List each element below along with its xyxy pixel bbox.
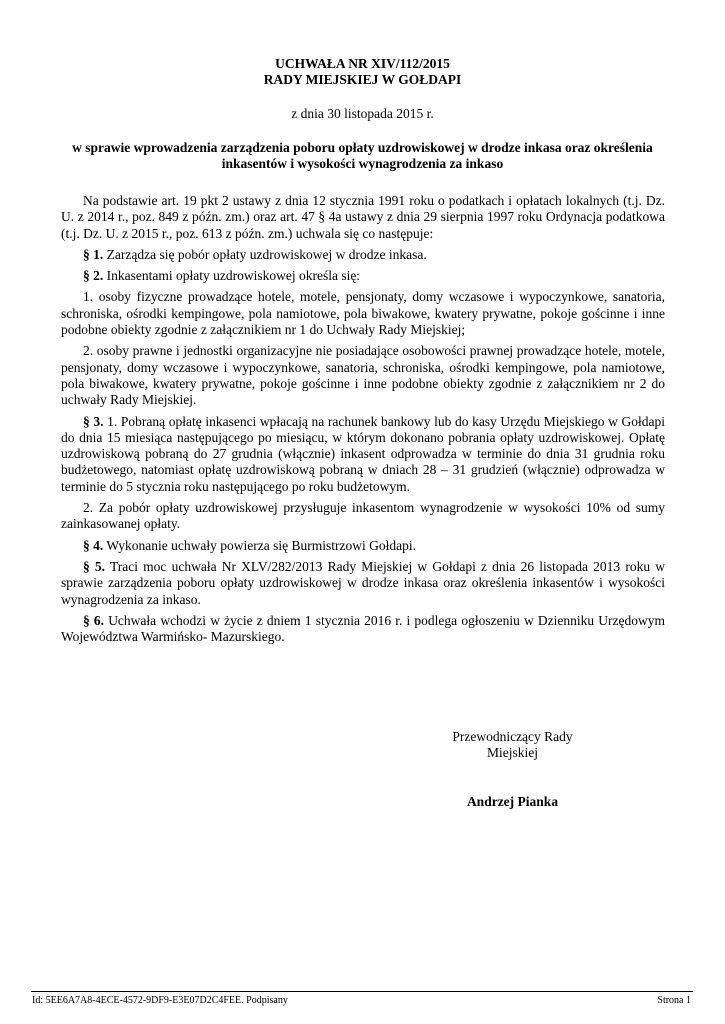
section-text: Uchwała wchodzi w życie z dniem 1 stycznia 2016 r. i podlega ogłoszeniu w Dzienniku Urzędowym Województwa Warmińsko- Mazurskiego. [61,612,665,645]
subject-line-2: inkasentów i wysokości wynagrodzenia za inkaso [221,156,504,171]
preamble: Na podstawie art. 19 pkt 2 ustawy z dnia 12 stycznia 1991 roku o podatkach i opłatach lokalnych (t.j. Dz. U. z 2014 r., poz. 849 z późn. zm.) oraz art. 47 § 4a ustawy z dnia 29 sierpnia 1997 roku Ordynacja podatkowa (t.j. Dz. U. z 2015 r., poz. 613 z późn. zm.) uchwala się co następuje: [61,193,665,241]
section-mark: § 3. [83,413,104,429]
section-mark: § 2. [83,268,104,284]
section-text: Traci moc uchwała Nr XLV/282/2013 Rady Miejskiej w Gołdapi z dnia 26 listopada 2013 roku w sprawie zarządzenia poboru opłaty uzdrowiskowej w drodze inkasa oraz określenia inkasentów i wysokości wynagrodzenia za inkaso. [61,558,666,607]
section-3-item-2: 2. Za pobór opłaty uzdrowiskowej przysługuje inkasentom wynagrodzenie w wysokości 10% od sumy zainkasowanej opłaty. [61,500,665,532]
council-name: RADY MIEJSKIEJ W GOŁDAPI [263,72,462,87]
section-5 [61,559,665,608]
resolution-number: UCHWAŁA NR XIV/112/2015 [275,56,450,71]
page-number: Strona 1 [657,995,691,1006]
section-text: 1. Pobraną opłatę inkasenci wpłacają na rachunek bankowy lub do kasy Urzędu Miejskiego w Gołdapi do dnia 15 miesiąca następującego po miesiącu, w którym dokonano pobrania opłaty uzdrowiskowej. Opłatę uzdrowiskową pobraną do 27 grudnia (włącznie) inkasent odprowadza w terminie do dnia 31 grudnia roku budżetowego, natomiast opłatę uzdrowiskową pobraną w dniach 28 – 31 grudzień (włącznie) odprowadza w terminie do 5 stycznia roku następującego po roku budżetowym. [61,413,665,494]
section-text: Inkasentami opłaty uzdrowiskowej określa się: [103,268,361,284]
signer-role-line-2: Miejskiej [487,745,538,760]
section-mark: § 5. [83,558,106,574]
section-4 [61,538,665,554]
section-mark: § 6. [83,612,105,628]
section-1 [61,247,665,263]
footer-divider [31,991,693,992]
signer-role-line-1: Przewodniczący Rady [452,729,573,744]
resolution-body [61,193,665,650]
section-text: Zarządza się pobór opłaty uzdrowiskowej w drodze inkasa. [103,246,427,262]
section-3 [61,414,665,495]
section-mark: § 4. [83,537,104,553]
section-2-item-2: 2. osoby prawne i jednostki organizacyjne nie posiadające osobowości prawnej prowadzące hotele, motele, pensjonaty, domy wczasowe i wypoczynkowe, sanatoria, schroniska, ośrodki kempingowe, pola namiotowe, pola biwakowe, kwatery prywatne, pokoje gościnne i inne podobne obiekty zgodnie z załącznikiem nr 2 do uchwały Rady Miejskiej. [61,343,665,408]
resolution-subject [60,140,665,172]
section-2 [61,268,665,284]
signer-name: Andrzej Pianka [466,794,559,809]
section-mark: § 1. [83,246,104,262]
document-id: Id: 5EE6A7A8-4ECE-4572-9DF9-E3E07D2C4FEE. Podpisany [32,995,288,1006]
section-6 [61,613,665,646]
resolution-date: z dnia 30 listopada 2015 r. [291,106,434,121]
section-text: Wykonanie uchwały powierza się Burmistrzowi Gołdapi. [103,537,416,553]
subject-line-1: w sprawie wprowadzenia zarządzenia poboru opłaty uzdrowiskowej w drodze inkasa oraz określenia [72,140,653,155]
section-2-item-1: 1. osoby fizyczne prowadzące hotele, motele, pensjonaty, domy wczasowe i wypoczynkowe, sanatoria, schroniska, ośrodki kempingowe, pola namiotowe, pola biwakowe, kwatery prywatne, pokoje gościnne i inne podobne obiekty zgodnie z załącznikiem nr 1 do Uchwały Rady Miejskiej; [61,289,665,338]
signature-block [430,729,595,761]
